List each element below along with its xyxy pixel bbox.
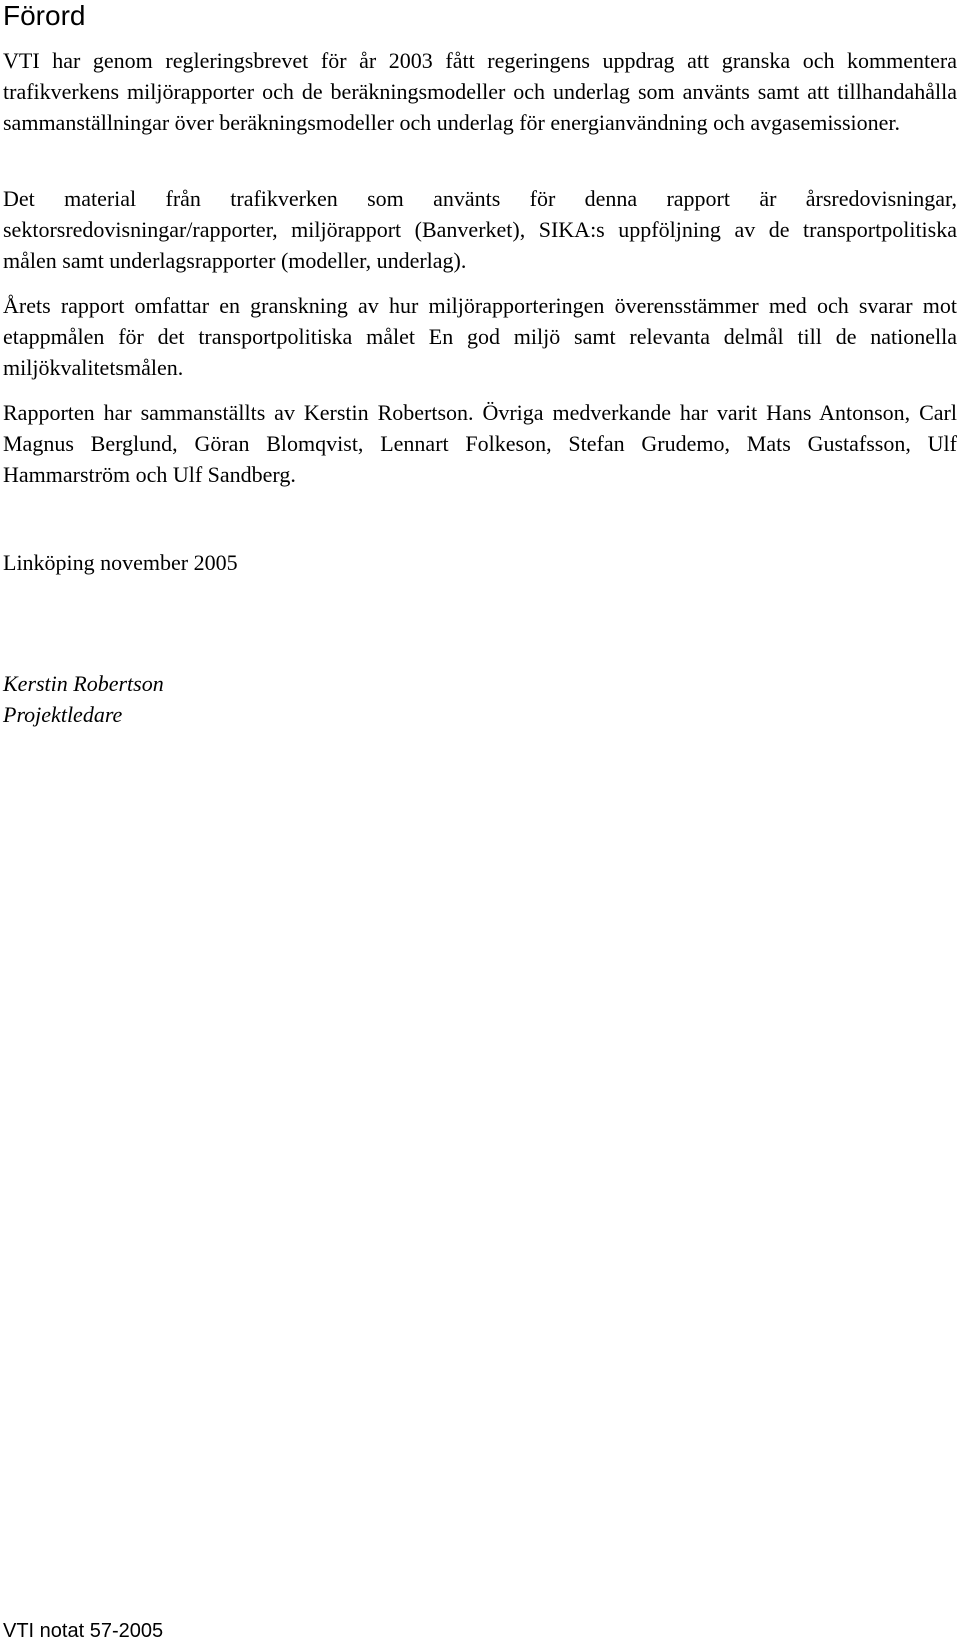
signature-title: Projektledare [3,702,123,727]
page-footer: VTI notat 57-2005 [3,1620,164,1642]
paragraph-contributors: Rapporten har sammanställts av Kerstin Robertson. Övriga medverkande har varit Hans Antonson, Carl Magnus Berglund, Göran Blomqvist, Lennart Folkeson, Stefan Grudemo, Mats Gustafsson, Ulf Hammarström och Ulf Sandberg. [3,400,957,487]
paragraph-assignment: VTI har genom regleringsbrevet för år 2003 fått regeringens uppdrag att granska och kommentera trafikverkens miljörapporter och de beräkningsmodeller och underlag som använts samt att tillhandahålla sammanställningar över beräkningsmodeller och underlag för energianvändning och avgasemissioner. [3,48,957,135]
signature-block [3,668,164,730]
signature-name: Kerstin Robertson [3,671,164,696]
place-date: Linköping november 2005 [3,550,238,575]
paragraph-materials: Det material från trafikverken som använts för denna rapport är årsredovisningar, sektorsredovisningar/rapporter, miljörapport (Banverket), SIKA:s uppföljning av de transportpolitiska målen samt underlagsrapporter (modeller, underlag). [3,186,957,273]
paragraph-scope: Årets rapport omfattar en granskning av hur miljörapporteringen överensstämmer med och svarar mot etappmålen för det transportpolitiska målet En god miljö samt relevanta delmål till de nationella miljökvalitetsmålen. [3,293,957,380]
page-title: Förord [3,0,86,31]
